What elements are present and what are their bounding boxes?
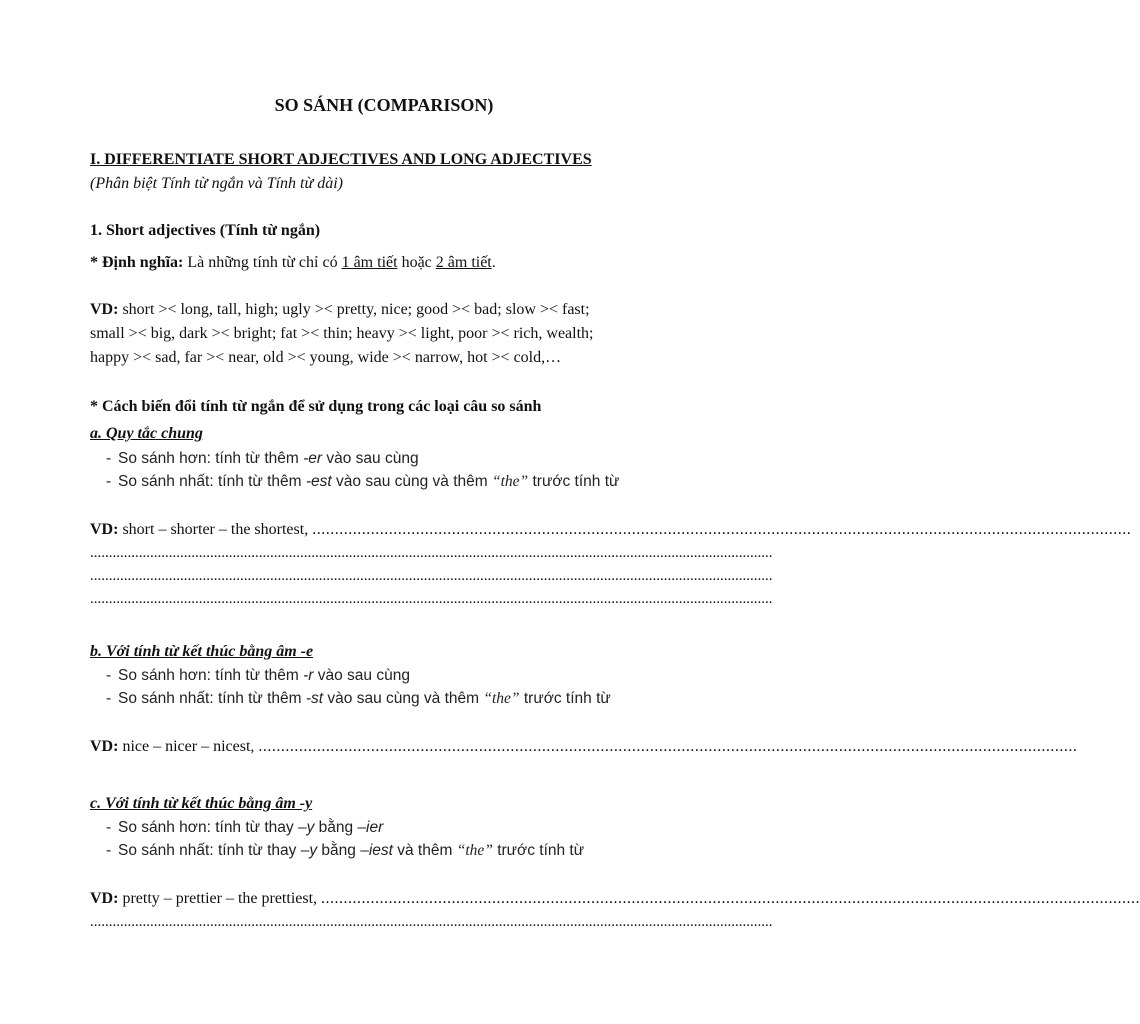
rule-text: So sánh hơn: tính từ thêm xyxy=(118,667,304,684)
bullet-dash: - xyxy=(106,450,112,467)
section-heading: I. DIFFERENTIATE SHORT ADJECTIVES AND LONG ADJECTIVES xyxy=(90,151,592,168)
rule-a-heading: a. Quy tắc chung xyxy=(90,425,203,442)
rule-text: So sánh nhất: tính từ thêm xyxy=(118,690,306,707)
vd-label: VD: xyxy=(90,738,119,755)
definition-text: . xyxy=(491,254,496,271)
definition-text: hoặc xyxy=(397,254,436,271)
dotted-fill: ...................................................................................................................................................................................... xyxy=(312,521,1132,538)
section-subheading: (Phân biệt Tính từ ngắn và Tính từ dài) xyxy=(90,175,343,192)
bullet-dash: - xyxy=(106,667,112,684)
definition-one-syllable: 1 âm tiết xyxy=(341,254,398,271)
examples-text: short >< long, tall, high; ugly >< pretty, nice; good >< bad; slow >< fast; xyxy=(118,301,590,318)
dotted-line: ...................................................................................................................................................................................... xyxy=(90,545,773,561)
dotted-fill: ...................................................................................................................................................................................... xyxy=(321,890,1140,907)
rule-text: So sánh nhất: tính từ thay xyxy=(118,842,301,859)
rule-c-comparative xyxy=(106,818,383,838)
rule-suffix: -est xyxy=(305,473,332,490)
bullet-dash: - xyxy=(106,819,112,836)
rule-suffix: -st xyxy=(305,690,324,707)
bullet-dash: - xyxy=(106,842,112,859)
dotted-fill: ...................................................................................................................................................................................... xyxy=(258,738,1078,755)
rule-text: So sánh hơn: tính từ thay xyxy=(118,819,298,836)
dotted-line: ...................................................................................................................................................................................... xyxy=(90,914,773,930)
rule-b-superlative xyxy=(106,689,611,709)
rule-c-example-line xyxy=(90,889,1140,909)
vd-label: VD: xyxy=(90,521,119,538)
rule-a-superlative xyxy=(106,472,619,492)
rule-the: “the” xyxy=(456,842,493,859)
rule-text: bằng xyxy=(314,819,358,836)
rule-b-comparative xyxy=(106,666,410,686)
definition-label: * Định nghĩa: xyxy=(90,254,184,271)
bullet-dash: - xyxy=(106,473,112,490)
rule-c-superlative xyxy=(106,841,584,861)
dotted-line: ...................................................................................................................................................................................... xyxy=(90,591,773,607)
rule-suffix: –iest xyxy=(360,842,393,859)
rule-text: vào sau cùng và thêm xyxy=(331,473,492,490)
rule-a-comparative xyxy=(106,449,419,469)
rule-a-example-line xyxy=(90,520,1132,540)
rule-suffix: -er xyxy=(303,450,323,467)
rule-text: vào sau cùng xyxy=(322,450,419,467)
definition-two-syllables: 2 âm tiết xyxy=(435,254,492,271)
conversion-heading: * Cách biến đổi tính từ ngắn để sử dụng trong các loại câu so sánh xyxy=(90,398,542,415)
page-title: SO SÁNH (COMPARISON) xyxy=(274,95,494,115)
rule-suffix: -r xyxy=(303,667,314,684)
example-text: pretty – prettier – the prettiest, xyxy=(118,890,322,907)
examples-line: small >< big, dark >< bright; fat >< thin; heavy >< light, poor >< rich, wealth; xyxy=(90,325,594,342)
vd-label: VD: xyxy=(90,890,119,907)
definition-line xyxy=(90,253,496,273)
rule-text: trước tính từ xyxy=(492,842,585,859)
vd-label: VD: xyxy=(90,301,119,318)
rule-text: trước tính từ xyxy=(528,473,620,490)
rule-the: “the” xyxy=(483,690,520,707)
example-text: short – shorter – the shortest, xyxy=(118,521,313,538)
examples-line: happy >< sad, far >< near, old >< young, wide >< narrow, hot >< cold,… xyxy=(90,349,562,366)
example-text: nice – nicer – nicest, xyxy=(118,738,259,755)
rule-suffix: –ier xyxy=(357,819,384,836)
rule-b-heading: b. Với tính từ kết thúc bằng âm -e xyxy=(90,643,314,660)
rule-text: So sánh hơn: tính từ thêm xyxy=(118,450,304,467)
rule-suffix: –y xyxy=(297,819,315,836)
rule-text: trước tính từ xyxy=(519,690,611,707)
rule-b-example-line xyxy=(90,737,1078,757)
rule-text: và thêm xyxy=(392,842,457,859)
rule-text: vào sau cùng xyxy=(313,667,410,684)
dotted-line: ...................................................................................................................................................................................... xyxy=(90,568,773,584)
bullet-dash: - xyxy=(106,690,112,707)
rule-the: “the” xyxy=(492,473,529,490)
rule-suffix: –y xyxy=(300,842,318,859)
rule-text: bằng xyxy=(317,842,361,859)
definition-text: Là những tính từ chỉ có xyxy=(183,254,342,271)
rule-text: vào sau cùng và thêm xyxy=(323,690,484,707)
short-adjectives-heading: 1. Short adjectives (Tính từ ngắn) xyxy=(90,222,321,239)
examples-line xyxy=(90,300,590,320)
rule-c-heading: c. Với tính từ kết thúc bằng âm -y xyxy=(90,795,313,812)
rule-text: So sánh nhất: tính từ thêm xyxy=(118,473,306,490)
